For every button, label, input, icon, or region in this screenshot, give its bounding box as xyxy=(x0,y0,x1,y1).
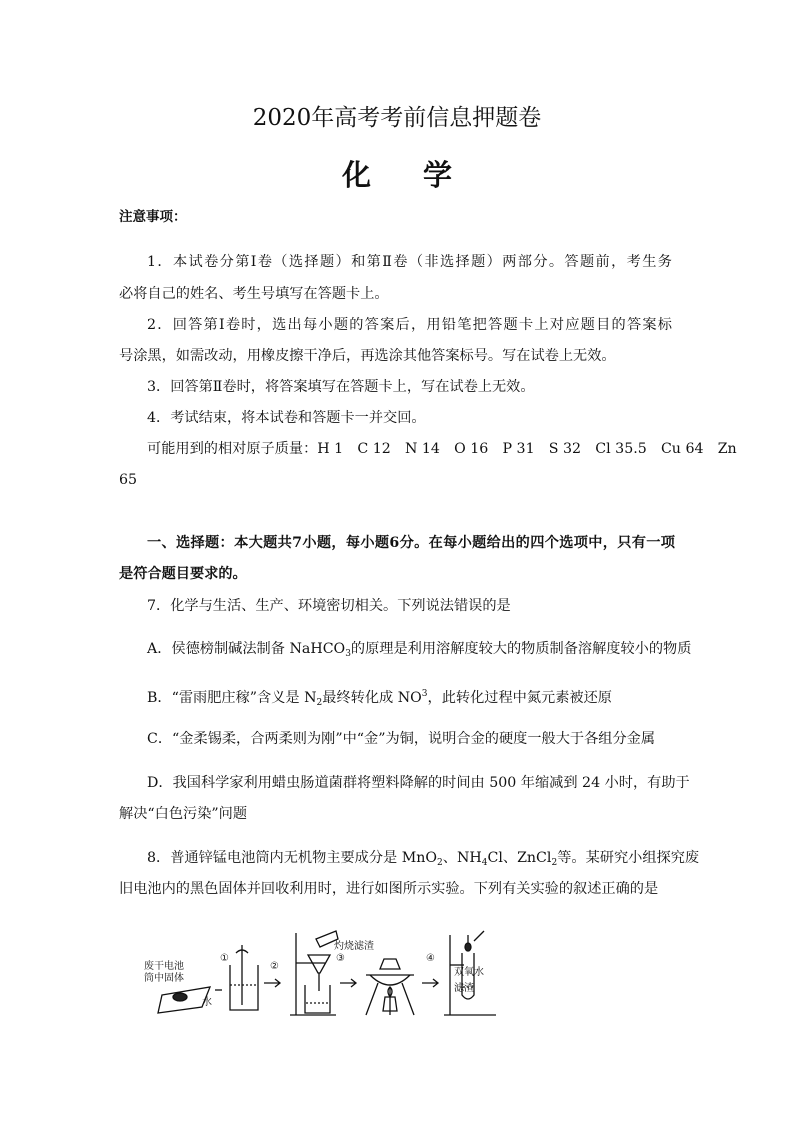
notice-item-4: 4．考试结束，将本试卷和答题卡一并交回。 xyxy=(147,410,426,426)
option-a-subscript: 3 xyxy=(345,649,351,659)
q8-text-2: 、NH xyxy=(442,850,482,866)
option-b-text-2: 最终转化成 NO xyxy=(322,690,422,706)
option-b-subscript: 2 xyxy=(316,698,323,708)
q8-text-4: 等。某研究小组探究废 xyxy=(557,850,700,866)
exam-title: 2020年高考考前信息押题卷 xyxy=(252,105,542,131)
section-heading-line-2: 是符合题目要求的。 xyxy=(119,566,247,582)
question-7-option-b xyxy=(147,684,612,713)
notice-item-1-line-2: 必将自己的姓名、考生号填写在答题卡上。 xyxy=(119,286,389,302)
q8-sub-2: 4 xyxy=(481,858,488,868)
option-b-text-3: ，此转化过程中氮元素被还原 xyxy=(427,690,612,706)
question-7-option-a xyxy=(147,639,691,664)
fig-label-residue: 滤渣 xyxy=(454,983,474,994)
option-b-superscript: 3 xyxy=(421,689,428,699)
fig-label-h2o2: 双氧水 xyxy=(454,967,484,978)
notice-item-2-line-1: 2．回答第Ⅰ卷时，选出每小题的答案后，用铅笔把答题卡上对应题目的答案标 xyxy=(147,317,672,333)
atomic-masses-line-2: 65 xyxy=(119,472,138,488)
fig-step-3: ③ xyxy=(336,953,345,964)
fig-label-ignite: 灼烧滤渣 xyxy=(334,941,374,952)
question-7-option-d-line-1: D．我国科学家利用蜡虫肠道菌群将塑料降解的时间由 500 年缩减到 24 小时，有助于 xyxy=(147,775,690,791)
question-7-option-d-line-2: 解决“白色污染”问题 xyxy=(119,806,248,822)
fig-label-battery-2: 筒中固体 xyxy=(144,973,184,984)
fig-step-1: ① xyxy=(220,953,229,964)
subject-title: 化学 xyxy=(341,158,504,192)
q8-sub-1: 2 xyxy=(437,858,443,868)
notice-item-3: 3．回答第Ⅱ卷时，将答案填写在答题卡上，写在试卷上无效。 xyxy=(147,379,535,395)
option-b-text-1: B．“雷雨肥庄稼”含义是 N xyxy=(147,690,317,706)
question-7-stem: 7．化学与生活、生产、环境密切相关。下列说法错误的是 xyxy=(147,598,511,614)
notice-heading: 注意事项： xyxy=(119,209,187,225)
question-8-line-2: 旧电池内的黑色固体并回收利用时，进行如图所示实验。下列有关实验的叙述正确的是 xyxy=(119,881,659,897)
fig-label-battery-1: 废干电池 xyxy=(144,961,184,972)
step-3-apparatus xyxy=(366,959,438,1015)
question-8-line-1 xyxy=(147,848,699,873)
q8-sub-3: 2 xyxy=(551,858,558,868)
q8-text-1: 8．普通锌锰电池筒内无机物主要成分是 MnO xyxy=(147,850,438,866)
section-heading-line-1: 一、选择题：本大题共7小题，每小题6分。在每小题给出的四个选项中，只有一项 xyxy=(147,535,675,551)
option-a-text-2: 的原理是利用溶解度较大的物质制备溶解度较小的物质 xyxy=(350,641,692,657)
fig-label-water: 水 xyxy=(202,997,212,1008)
experiment-figure xyxy=(140,925,500,1020)
q8-text-3: Cl、ZnCl xyxy=(487,850,552,866)
option-a-text-1: A．侯德榜制碱法制备 NaHCO xyxy=(147,641,346,657)
atomic-masses-line-1: 可能用到的相对原子质量：H 1 C 12 N 14 O 16 P 31 S 32 Cl 35.5 Cu 64 Zn xyxy=(147,441,737,457)
fig-step-4: ④ xyxy=(426,953,435,964)
notice-item-2-line-2: 号涂黑，如需改动，用橡皮擦干净后，再选涂其他答案标号。写在试卷上无效。 xyxy=(119,348,616,364)
fig-step-2: ② xyxy=(270,961,279,972)
question-7-option-c: C．“金柔锡柔，合两柔则为刚”中“金”为铜，说明合金的硬度一般大于各组分金属 xyxy=(147,731,656,747)
notice-item-1-line-1: 1．本试卷分第Ⅰ卷（选择题）和第Ⅱ卷（非选择题）两部分。答题前，考生务 xyxy=(147,254,672,270)
